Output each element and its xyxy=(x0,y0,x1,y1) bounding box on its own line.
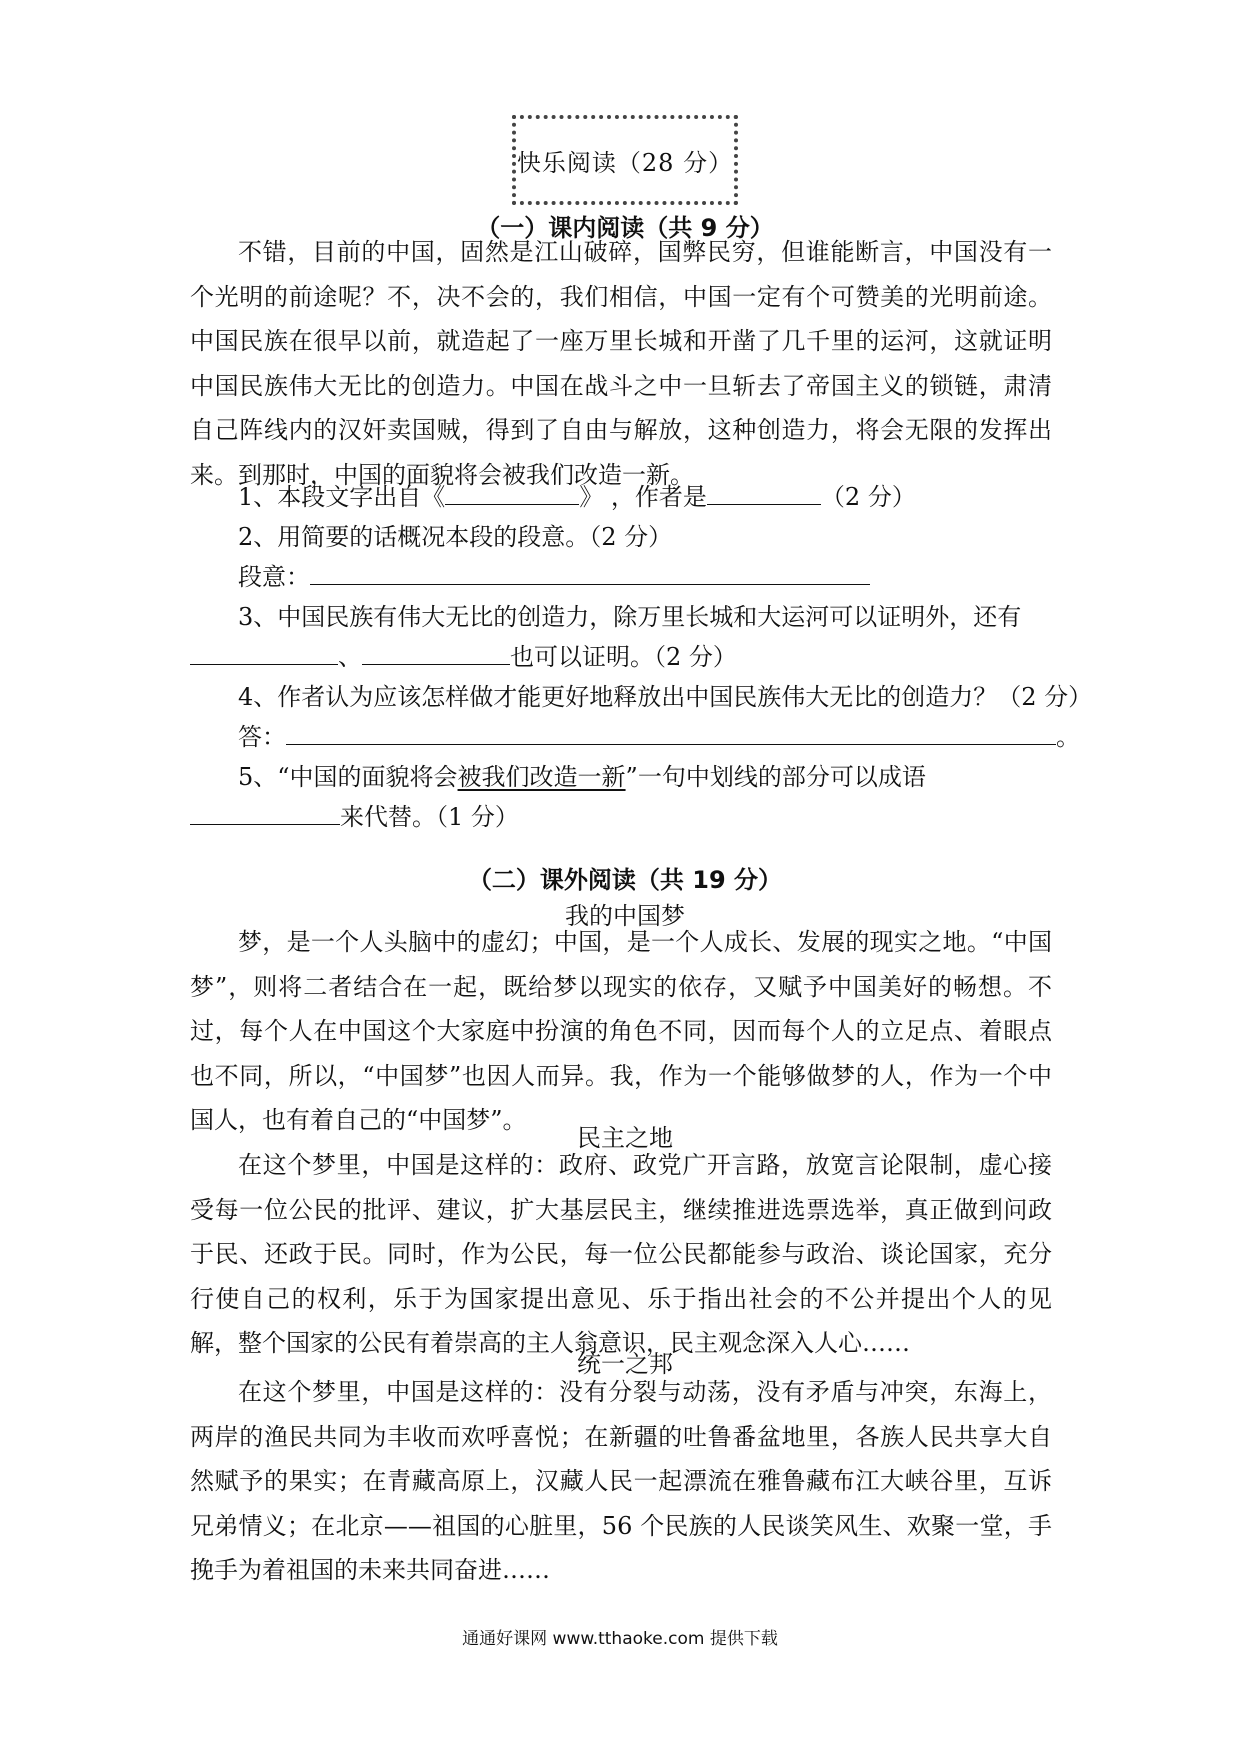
question-5-line2 xyxy=(190,797,519,832)
question-4: 4、作者认为应该怎样做才能更好地释放出中国民族伟大无比的创造力？（2 分） xyxy=(238,683,1093,711)
q5-text-b: ”一句中划线的部分可以成语 xyxy=(625,763,926,791)
part2-heading: （二）课外阅读（共 19 分） xyxy=(467,866,783,894)
q4-answer-blank[interactable] xyxy=(286,720,1056,745)
q5-text-a: 5、“中国的面貌将会 xyxy=(238,763,458,791)
q3-separator: 、 xyxy=(338,643,362,671)
q1-blank-title[interactable] xyxy=(445,480,579,505)
subtitle-democracy: 民主之地 xyxy=(577,1124,673,1152)
part1-heading: （一）课内阅读（共 9 分） xyxy=(476,214,774,242)
q1-blank-author[interactable] xyxy=(707,480,821,505)
q1-text-a: 1、本段文字出自《 xyxy=(238,483,446,511)
question-1 xyxy=(238,477,916,512)
question-5 xyxy=(238,757,926,792)
q3-blank-2[interactable] xyxy=(362,640,510,665)
q4-answer-label: 答： xyxy=(238,723,286,751)
q1-text-b: 》 ，作者是 xyxy=(579,483,707,511)
question-2-answer xyxy=(238,557,870,592)
footer-source: 通通好课网 www.tthaoke.com 提供下载 xyxy=(462,1629,778,1649)
article-title: 我的中国梦 xyxy=(565,902,685,930)
article-paragraph-1: 梦，是一个人头脑中的虚幻；中国，是一个人成长、发展的现实之地。“中国梦”，则将二者结合在一起，既给梦以现实的依存，又赋予中国美好的畅想。不过，每个人在中国这个大家庭中扮演的角色不同，因而每个人的立足点、着眼点也不同，所以，“中国梦”也因人而异。我，作为一个能够做梦的人，作为一个中国人，也有着自己的“中国梦”。 xyxy=(190,928,1052,1135)
title-box xyxy=(512,115,738,205)
q3-text-b: 也可以证明。（2 分） xyxy=(510,643,737,671)
q2-answer-label: 段意： xyxy=(238,563,310,591)
part1-passage: 不错，目前的中国，固然是江山破碎，国弊民穷，但谁能断言，中国没有一个光明的前途呢？不，决不会的，我们相信，中国一定有个可赞美的光明前途。中国民族在很早以前，就造起了一座万里长城和开凿了几千里的运河，这就证明中国民族伟大无比的创造力。中国在战斗之中一旦斩去了帝国主义的锁链，肃清自己阵线内的汉奸卖国贼，得到了自由与解放，这种创造力，将会无限的发挥出来。到那时，中国的面貌将会被我们改造一新。 xyxy=(190,238,1052,489)
q3-blank-1[interactable] xyxy=(190,640,338,665)
q1-text-c: （2 分） xyxy=(820,483,916,511)
article-paragraph-3: 在这个梦里，中国是这样的：没有分裂与动荡，没有矛盾与冲突，东海上，两岸的渔民共同为丰收而欢呼喜悦；在新疆的吐鲁番盆地里，各族人民共享大自然赋予的果实；在青藏高原上，汉藏人民一起漂流在雅鲁藏布江大峡谷里，互诉兄弟情义；在北京——祖国的心脏里，56 个民族的人民谈笑风生、欢聚一堂，手挽手为着祖国的未来共同奋进…… xyxy=(190,1378,1052,1585)
q5-text-c: 来代替。（1 分） xyxy=(340,803,519,831)
question-2: 2、用简要的话概况本段的段意。（2 分） xyxy=(238,523,673,551)
q4-answer-end: 。 xyxy=(1056,723,1080,751)
subtitle-unity: 统一之邦 xyxy=(577,1350,673,1378)
q2-answer-blank[interactable] xyxy=(310,560,870,585)
article-paragraph-2: 在这个梦里，中国是这样的：政府、政党广开言路，放宽言论限制，虚心接受每一位公民的批评、建议，扩大基层民主，继续推进选票选举，真正做到问政于民、还政于民。同时，作为公民，每一位公民都能参与政治、谈论国家，充分行使自己的权利，乐于为国家提出意见、乐于指出社会的不公并提出个人的见解，整个国家的公民有着崇高的主人翁意识，民主观念深入人心…… xyxy=(190,1151,1052,1358)
question-3-line2 xyxy=(190,637,737,672)
box-title: 快乐阅读（28 分） xyxy=(516,148,734,177)
q5-blank[interactable] xyxy=(190,800,340,825)
question-4-answer xyxy=(238,717,1080,752)
q5-underlined-phrase: 被我们改造一新 xyxy=(457,763,626,791)
question-3: 3、中国民族有伟大无比的创造力，除万里长城和大运河可以证明外，还有 xyxy=(238,603,1022,631)
